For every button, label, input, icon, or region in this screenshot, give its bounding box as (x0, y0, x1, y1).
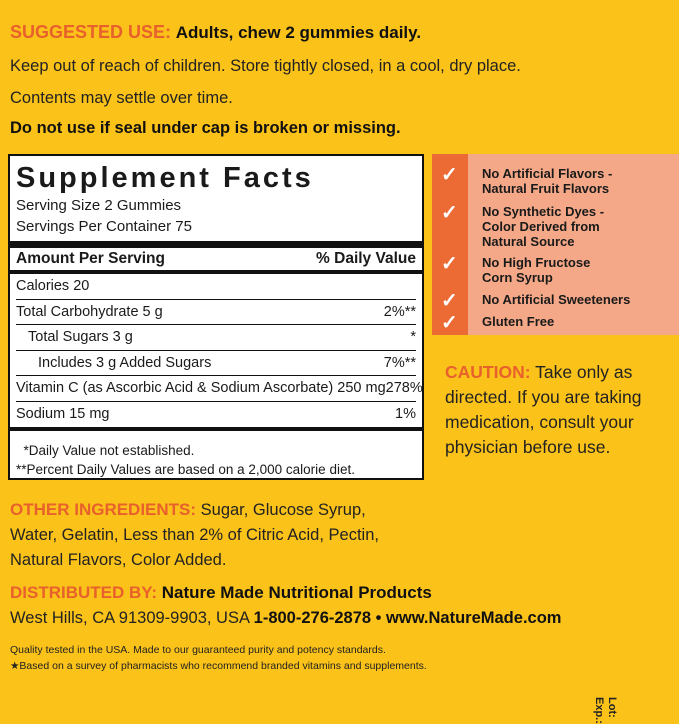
claim-text (482, 314, 554, 329)
claim-text (482, 292, 630, 307)
claim-line: No Artificial Sweeteners (482, 292, 631, 307)
facts-divider-thick (10, 241, 422, 248)
facts-row-sugars (16, 325, 416, 351)
fine-print-survey: ★Based on a survey of pharmacists who recommend branded vitamins and supplements. (10, 660, 427, 672)
supplement-facts-title: Supplement Facts (16, 162, 314, 194)
claims-box (432, 154, 679, 335)
row-dv: 1% (395, 406, 416, 423)
checkmark-icon: ✓ (441, 202, 458, 224)
fine-print-quality: Quality tested in the USA. Made to our guaranteed purity and potency standards. (10, 644, 386, 656)
exp-label: Exp.: (593, 697, 605, 724)
row-dv: * (410, 329, 416, 346)
row-label: Total Sugars 3 g (28, 329, 133, 346)
row-dv: 7%** (383, 354, 416, 371)
distributed-by (10, 583, 432, 603)
row-label: Calories 20 (16, 278, 90, 295)
row-label: Sodium 15 mg (16, 406, 110, 423)
claim-line: Natural Source (482, 234, 575, 249)
settle-text: Contents may settle over time. (10, 89, 233, 107)
claim-text (482, 204, 604, 249)
facts-row-carbohydrate (16, 300, 416, 326)
row-dv: 2%** (383, 303, 416, 320)
suggested-use-text: Adults, chew 2 gummies daily. (175, 23, 422, 42)
row-label: Includes 3 g Added Sugars (38, 354, 212, 371)
row-label: Vitamin C (as Ascorbic Acid & Sodium Ascorbate) 250 mg (16, 380, 386, 397)
claim-line: No Artificial Flavors - (482, 166, 613, 181)
lot-label: Lot: (606, 697, 618, 718)
lot-exp-area (592, 697, 618, 724)
facts-row-calories (16, 274, 416, 300)
facts-row-vitamin-c (16, 376, 423, 402)
other-ingredients (10, 497, 410, 573)
row-dv: 278% (385, 380, 423, 397)
claim-line: No High Fructose (482, 255, 591, 270)
servings-per-container: Servings Per Container 75 (16, 218, 192, 235)
footnote-percent: **Percent Daily Values are based on a 2,000 calorie diet. (16, 462, 355, 477)
facts-header-row (16, 248, 416, 270)
suggested-use (10, 22, 421, 43)
claim-line: Gluten Free (482, 314, 555, 329)
caution-body: Take only as directed. If you are taking medication, consult your physician before use. (445, 362, 642, 457)
distributor-address: West Hills, CA 91309-9903, USA (10, 609, 254, 627)
caution-label: CAUTION: (445, 362, 531, 382)
facts-row-added-sugars (16, 351, 416, 377)
claim-text (482, 255, 590, 285)
distributor-address-line (10, 609, 561, 628)
seal-warning: Do not use if seal under cap is broken or missing. (10, 119, 401, 137)
claim-line: Color Derived from (482, 219, 600, 234)
facts-row-sodium (16, 402, 416, 428)
checkmark-icon: ✓ (441, 164, 458, 186)
serving-size: Serving Size 2 Gummies (16, 197, 182, 214)
checkmark-icon: ✓ (441, 290, 458, 312)
header-amount: Amount Per Serving (16, 250, 165, 267)
facts-footnotes (16, 431, 416, 479)
header-daily-value: % Daily Value (316, 250, 416, 267)
claim-line: Corn Syrup (482, 270, 553, 285)
supplement-facts-panel (8, 154, 424, 480)
other-ingredients-label: OTHER INGREDIENTS: (10, 500, 197, 519)
distributed-label: DISTRIBUTED BY: (10, 583, 158, 602)
distributor-contact: 1-800-276-2878 • www.NatureMade.com (253, 609, 562, 627)
claim-text (482, 166, 612, 196)
claim-line: No Synthetic Dyes - (482, 204, 605, 219)
caution-text (445, 360, 675, 460)
row-label: Total Carbohydrate 5 g (16, 303, 163, 320)
footnote-daily-value: *Daily Value not established. (16, 443, 195, 458)
other-ingredients-text: Sugar, Glucose Syrup, Water, Gelatin, Less than 2% of Citric Acid, Pectin, Natural Flavors, Color Added. (10, 501, 379, 569)
storage-text: Keep out of reach of children. Store tightly closed, in a cool, dry place. (10, 57, 521, 75)
suggested-use-label: SUGGESTED USE: (10, 22, 172, 42)
claim-line: Natural Fruit Flavors (482, 181, 610, 196)
checkmark-icon: ✓ (441, 253, 458, 275)
checkmark-icon: ✓ (441, 312, 458, 334)
distributor-name: Nature Made Nutritional Products (157, 583, 432, 602)
